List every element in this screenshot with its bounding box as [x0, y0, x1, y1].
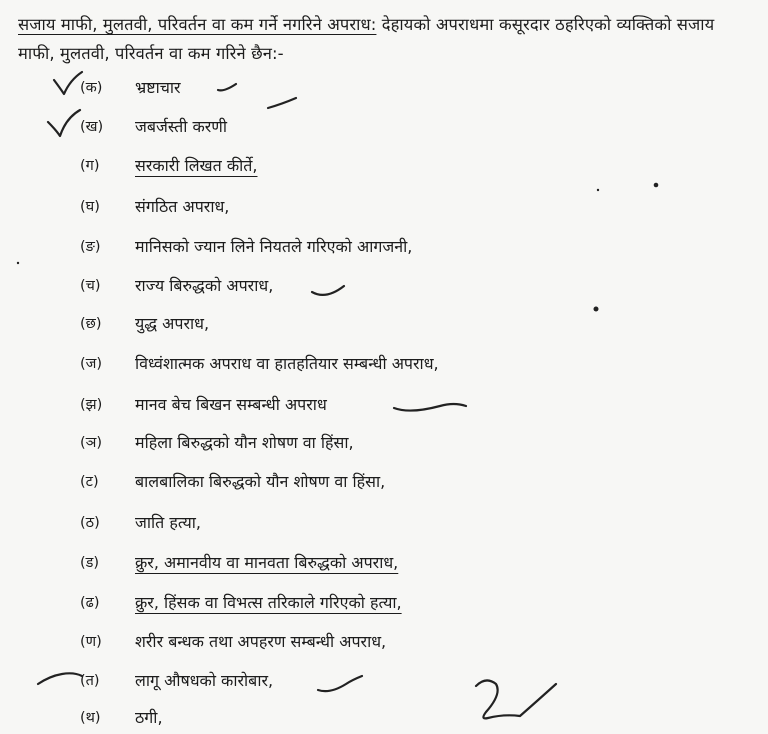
clause-title: सजाय माफी, मुलतवी, परिवर्तन वा कम गर्ने नगरिने अपराध:: [18, 15, 377, 34]
item-marker: (क): [80, 80, 103, 96]
item-marker: (घ): [80, 199, 100, 215]
item-marker: (ड): [80, 555, 100, 571]
item-text: विध्वंशात्मक अपराध वा हातहतियार सम्बन्धी अपराध,: [135, 354, 439, 373]
item-text: मानिसको ज्यान लिने नियतले गरिएको आगजनी,: [135, 237, 413, 256]
item-marker: (ञ): [80, 435, 103, 451]
item-marker: (ङ): [80, 239, 101, 255]
item-text: बालबालिका बिरुद्धको यौन शोषण वा हिंसा,: [135, 472, 386, 491]
item-marker: (झ): [80, 397, 103, 413]
item-marker: (ख): [80, 119, 104, 135]
item-marker: (ढ): [80, 595, 100, 611]
item-text: लागू औषधको कारोबार,: [135, 671, 274, 690]
item-marker: (थ): [80, 710, 101, 726]
item-marker: (ज): [80, 356, 103, 372]
item-marker: (ट): [80, 474, 99, 490]
item-text: ठगी,: [135, 708, 163, 727]
item-marker: (ठ): [80, 515, 100, 531]
item-marker: (त): [80, 673, 100, 689]
item-marker: (छ): [80, 316, 102, 332]
item-text: सरकारी लिखत कीर्ते,: [135, 156, 258, 175]
item-text: जाति हत्या,: [135, 513, 202, 532]
item-text: क्रुर, हिंसक वा विभत्स तरिकाले गरिएको हत्या,: [135, 593, 402, 612]
item-text: शरीर बन्धक तथा अपहरण सम्बन्धी अपराध,: [135, 632, 387, 651]
item-text: महिला बिरुद्धको यौन शोषण वा हिंसा,: [135, 433, 354, 452]
item-text: युद्ध अपराध,: [135, 314, 210, 333]
item-marker: (ण): [80, 634, 102, 650]
item-text: संगठित अपराध,: [135, 197, 230, 216]
item-text: भ्रष्टाचार: [135, 78, 181, 97]
clause-body: देहायको अपराधमा कसूरदार ठहरिएको व्यक्तिको सजाय माफी, मुलतवी, परिवर्तन वा कम गरिने छैन:-: [18, 15, 715, 63]
item-marker: (ग): [80, 158, 100, 174]
item-text: क्रुर, अमानवीय वा मानवता बिरुद्धको अपराध,: [135, 553, 399, 572]
item-marker: (च): [80, 278, 101, 294]
item-text: जबर्जस्ती करणी: [135, 117, 227, 136]
item-text: राज्य बिरुद्धको अपराध,: [135, 276, 274, 295]
item-text: मानव बेच बिखन सम्बन्धी अपराध: [135, 395, 327, 414]
